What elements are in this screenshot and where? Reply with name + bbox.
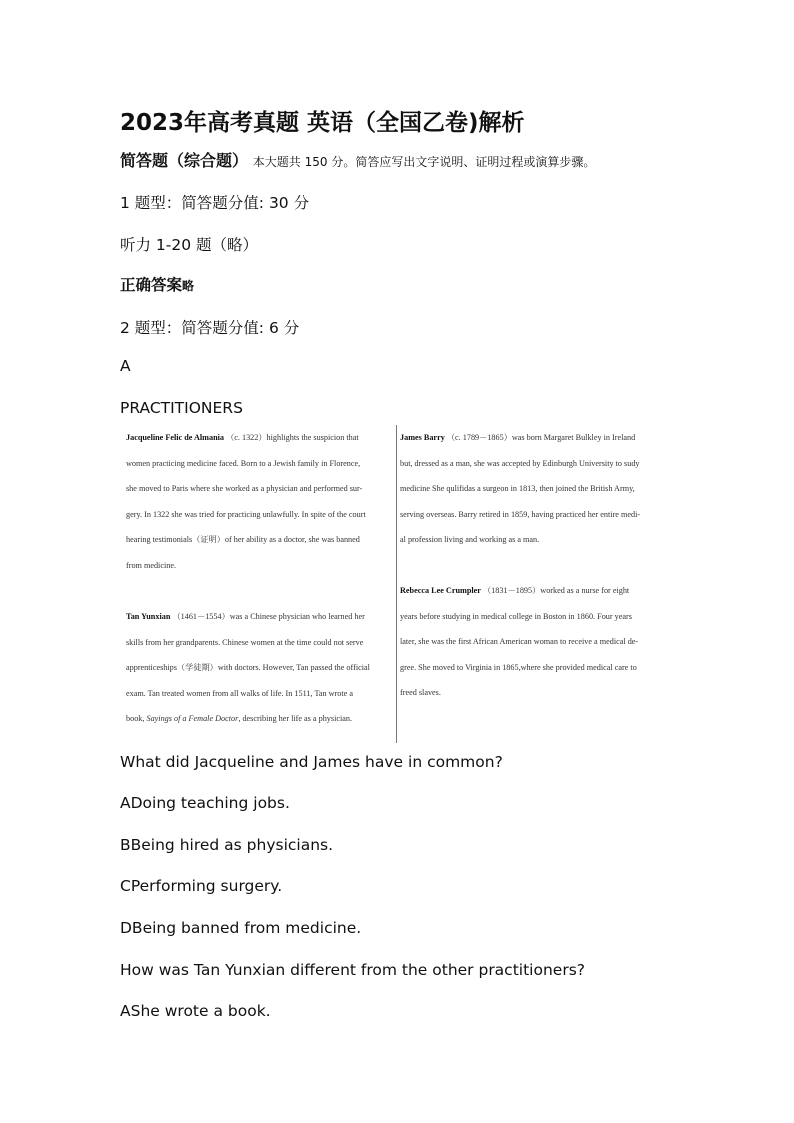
section-description: 本大题共 150 分。简答应写出文字说明、证明过程或演算步骤。 [252, 155, 596, 169]
text-line: al profession living and working as a man. [400, 535, 540, 545]
paragraph-tan [126, 604, 394, 732]
answer-label: 正确答案 [120, 276, 183, 294]
passage-scan [124, 425, 670, 743]
book-title: Sayings of a Female Doctor [146, 714, 239, 724]
text-fragment: book, [126, 714, 147, 724]
name-tan: Tan Yunxian [126, 612, 171, 621]
text-line: serving overseas. Barry retired in 1859, having practiced her entire medi- [400, 509, 641, 519]
section-header [120, 148, 595, 171]
answer-option: CPerforming surgery. [120, 877, 283, 895]
text-line: （1831－1895）worked as a nurse for eight [482, 586, 630, 595]
paragraph-jacqueline [126, 425, 394, 579]
text-line: gery. In 1322 she was tried for practicing unlawfully. In spite of the court [126, 509, 366, 519]
question-1-content: 听力 1-20 题（略） [120, 236, 259, 254]
passage-part-label: A [120, 357, 131, 375]
text-line: she moved to Paris where she worked as a physician and performed sur- [126, 484, 363, 494]
text-line: women practicing medicine faced. Born to a Jewish family in Florence, [126, 458, 361, 468]
name-rebecca: Rebecca Lee Crumpler [400, 586, 481, 595]
text-line: apprenticeships（学徒期）with doctors. However, Tan passed the official [126, 663, 370, 673]
text-line: from medicine. [126, 560, 177, 570]
question-stem: What did Jacqueline and James have in common? [120, 753, 503, 771]
text-line [126, 706, 394, 732]
text-line: （c. 1789－1865）was born Margaret Bulkley in Ireland [446, 433, 636, 442]
text-line: hearing testimonials（证明）of her ability as a doctor, she was banned [126, 535, 360, 545]
column-divider [396, 425, 397, 743]
answer-option: DBeing banned from medicine. [120, 919, 362, 937]
text-line: medicine She qulifidas a surgeon in 1813, then joined the British Army, [400, 484, 635, 494]
name-jacqueline: Jacqueline Felic de Almania [126, 433, 225, 442]
page-title: 2023年高考真题 英语（全国乙卷)解析 [120, 110, 525, 136]
paragraph-james [400, 425, 670, 553]
answer-value: 略 [182, 279, 195, 293]
section-label: 简答题（综合题） [120, 151, 249, 170]
question-1-type: 1 题型：简答题分值: 30 分 [120, 194, 310, 212]
question-2-type: 2 题型：简答题分值: 6 分 [120, 319, 300, 337]
text-line: but, dressed as a man, she was accepted by Edinburgh University to sudy [400, 458, 640, 468]
question-stem: How was Tan Yunxian different from the other practitioners? [120, 961, 585, 979]
text-line: exam. Tan treated women from all walks of life. In 1511, Tan wrote a [126, 688, 353, 698]
question-1-answer [120, 273, 194, 295]
answer-option: AShe wrote a book. [120, 1002, 271, 1020]
text-line: （1461－1554）was a Chinese physician who learned her [172, 612, 365, 621]
text-line: （c. 1322）highlights the suspicion that [226, 433, 359, 442]
text-line: years before studying in medical college in Boston in 1860. Four years [400, 611, 632, 621]
name-james: James Barry [400, 433, 445, 442]
text-line: skills from her grandparents. Chinese women at the time could not serve [126, 637, 364, 647]
text-line: later, she was the first African American woman to receive a medical de- [400, 637, 639, 647]
answer-option: ADoing teaching jobs. [120, 794, 290, 812]
text-line: freed slaves. [400, 688, 441, 698]
passage-title: PRACTITIONERS [120, 399, 243, 417]
answer-option: BBeing hired as physicians. [120, 836, 334, 854]
text-line: gree. She moved to Virginia in 1865,where she provided medical care to [400, 662, 637, 672]
paragraph-rebecca [400, 578, 670, 706]
text-fragment: , describing her life as a physician. [238, 714, 353, 724]
